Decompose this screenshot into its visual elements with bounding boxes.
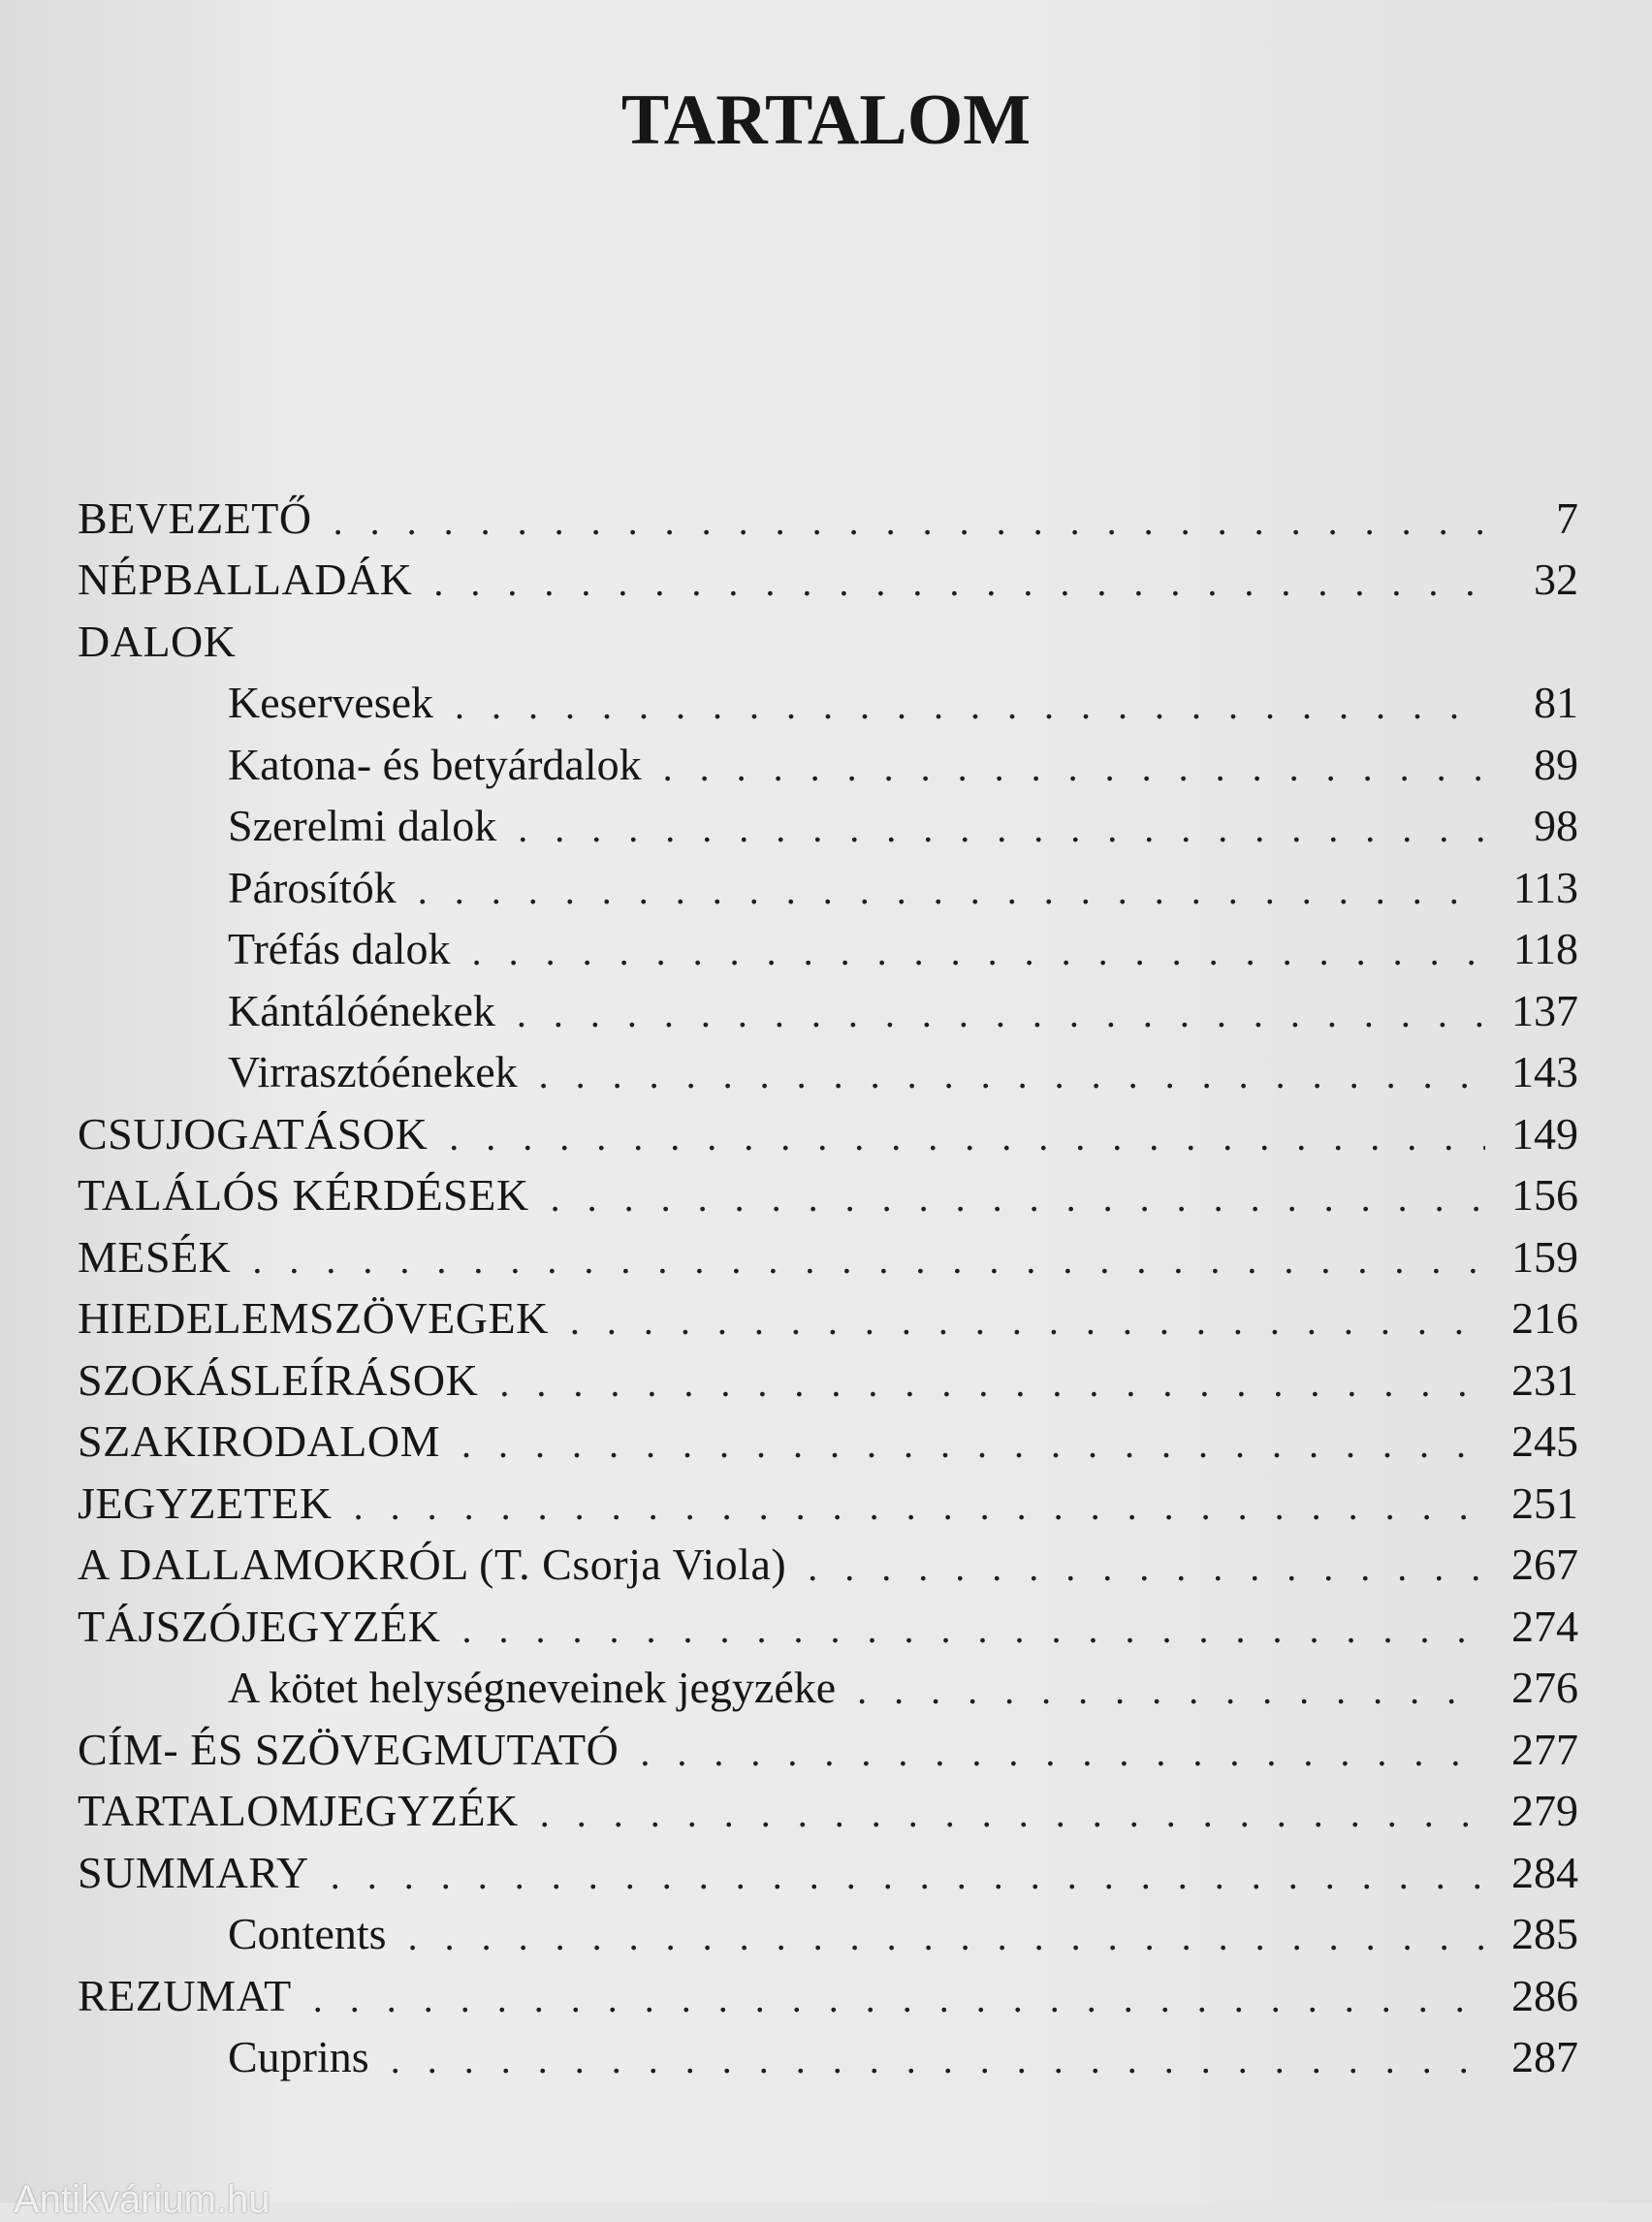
dot-leader [499,1364,1485,1403]
dot-leader [252,1241,1485,1280]
toc-entry-page: 267 [1511,1540,1578,1589]
toc-entry [78,1464,1578,1526]
toc-entry [78,1095,1578,1157]
toc-entry-page: 287 [1511,2032,1578,2081]
toc-entry-label: HIEDELEMSZÖVEGEK [78,1293,549,1343]
toc-entry [78,479,1578,541]
dot-leader [808,1548,1485,1587]
toc-subentry [78,1033,1578,1095]
toc-entry-label: SZAKIRODALOM [78,1416,440,1466]
dot-leader [517,995,1485,1033]
toc-subentry [78,1649,1578,1711]
toc-entry-label: Szerelmi dalok [228,801,497,850]
dot-leader [518,809,1485,848]
toc-entry [78,1833,1578,1895]
toc-entry-page: 216 [1511,1293,1578,1343]
dot-leader [539,1056,1485,1095]
toc-entry-page: 276 [1511,1663,1578,1712]
toc-entry-page: 231 [1511,1354,1578,1405]
dot-leader [354,1487,1485,1526]
dot-leader [640,1733,1485,1772]
toc-entry-page: 274 [1511,1601,1578,1651]
toc-entry-label: Virrasztóénekek [228,1047,518,1096]
dot-leader [551,1179,1485,1218]
toc-entry-label: JEGYZETEK [78,1477,333,1528]
toc-entry [78,1157,1578,1219]
toc-entry-page: 149 [1511,1108,1578,1159]
toc-entry-page: 113 [1512,862,1578,912]
dot-leader [449,1118,1485,1157]
toc-entry [78,1956,1578,2018]
toc-entry-page: 285 [1511,1909,1578,1958]
dot-leader [418,872,1485,910]
toc-entry [78,602,1578,664]
toc-entry-page: 98 [1534,801,1578,850]
toc-entry-label: REZUMAT [78,1970,292,2020]
toc-entry-label: CSUJOGATÁSOK [78,1108,429,1159]
toc-entry-page: 156 [1511,1170,1578,1220]
toc-entry-page: 118 [1512,924,1578,973]
dot-leader [540,1794,1485,1833]
toc-subentry [78,2018,1578,2080]
toc-entry-label: Kántálóénekek [228,985,495,1035]
dot-leader [433,563,1485,602]
dot-leader [857,1671,1485,1710]
toc-entry-page: 137 [1511,985,1578,1035]
toc-subentry [78,910,1578,972]
toc-entry [78,1587,1578,1649]
toc-entry-page: 89 [1534,739,1578,789]
toc-entry-label: SZOKÁSLEÍRÁSOK [78,1354,479,1405]
toc-entry-page: 284 [1511,1847,1578,1897]
dot-leader [313,1980,1485,2018]
toc-subentry [78,664,1578,726]
toc-entry [78,1710,1578,1772]
toc-subentry [78,971,1578,1033]
dot-leader [408,1918,1485,1956]
toc-subentry [78,725,1578,787]
toc-entry-label: TARTALOMJEGYZÉK [78,1786,519,1835]
toc-entry [78,1280,1578,1342]
toc-entry-page: 32 [1534,555,1578,604]
toc-entry [78,1218,1578,1280]
toc-entry-label: Katona- és betyárdalok [228,739,642,789]
toc-subentry [78,1895,1578,1957]
toc-entry-label: A kötet helységneveinek jegyzéke [228,1663,837,1712]
toc-entry-label: SUMMARY [78,1847,309,1897]
toc-entry [78,1772,1578,1834]
toc-entry-label: Keservesek [228,678,434,727]
toc-entry-label: A DALLAMOKRÓL (T. Csorja Viola) [78,1540,787,1589]
toc-entry-label: TALÁLÓS KÉRDÉSEK [78,1170,529,1220]
toc-entry-page: 143 [1511,1047,1578,1096]
dot-leader [461,1425,1485,1464]
dot-leader [461,1610,1485,1649]
toc-entry-page: 277 [1511,1724,1578,1774]
table-of-contents [78,479,1578,2079]
toc-entry-label: MESÉK [78,1231,232,1282]
dot-leader [472,933,1485,971]
toc-entry-page: 251 [1511,1477,1578,1528]
toc-entry [78,1526,1578,1588]
toc-entry [78,1403,1578,1465]
toc-entry-label: Párosítók [228,862,397,912]
dot-leader [455,686,1485,725]
page-title: TARTALOM [620,80,1032,160]
toc-entry-label: NÉPBALLADÁK [78,555,413,604]
toc-entry-label: TÁJSZÓJEGYZÉK [78,1601,441,1651]
toc-entry-label: DALOK [78,616,237,666]
toc-entry-label: Contents [228,1909,387,1958]
toc-entry-page: 7 [1556,492,1578,543]
toc-entry-page: 286 [1511,1970,1578,2020]
dot-leader [663,748,1485,787]
dot-leader [391,2041,1485,2079]
toc-entry-page: 159 [1511,1231,1578,1282]
toc-entry-page: 279 [1511,1786,1578,1835]
dot-leader [331,1857,1485,1895]
toc-entry-label: Cuprins [228,2032,369,2081]
toc-entry [78,541,1578,603]
dot-leader [334,502,1485,541]
toc-entry [78,1341,1578,1403]
toc-subentry [78,787,1578,849]
toc-entry-page: 81 [1534,678,1578,727]
toc-subentry [78,848,1578,910]
dot-leader [570,1302,1485,1341]
toc-entry-label: BEVEZETŐ [78,492,312,543]
toc-entry-page: 245 [1511,1416,1578,1466]
toc-entry-label: Tréfás dalok [228,924,451,973]
toc-entry-label: CÍM- ÉS SZÖVEGMUTATÓ [78,1724,620,1774]
watermark: Antikvárium.hu [14,2178,270,2221]
